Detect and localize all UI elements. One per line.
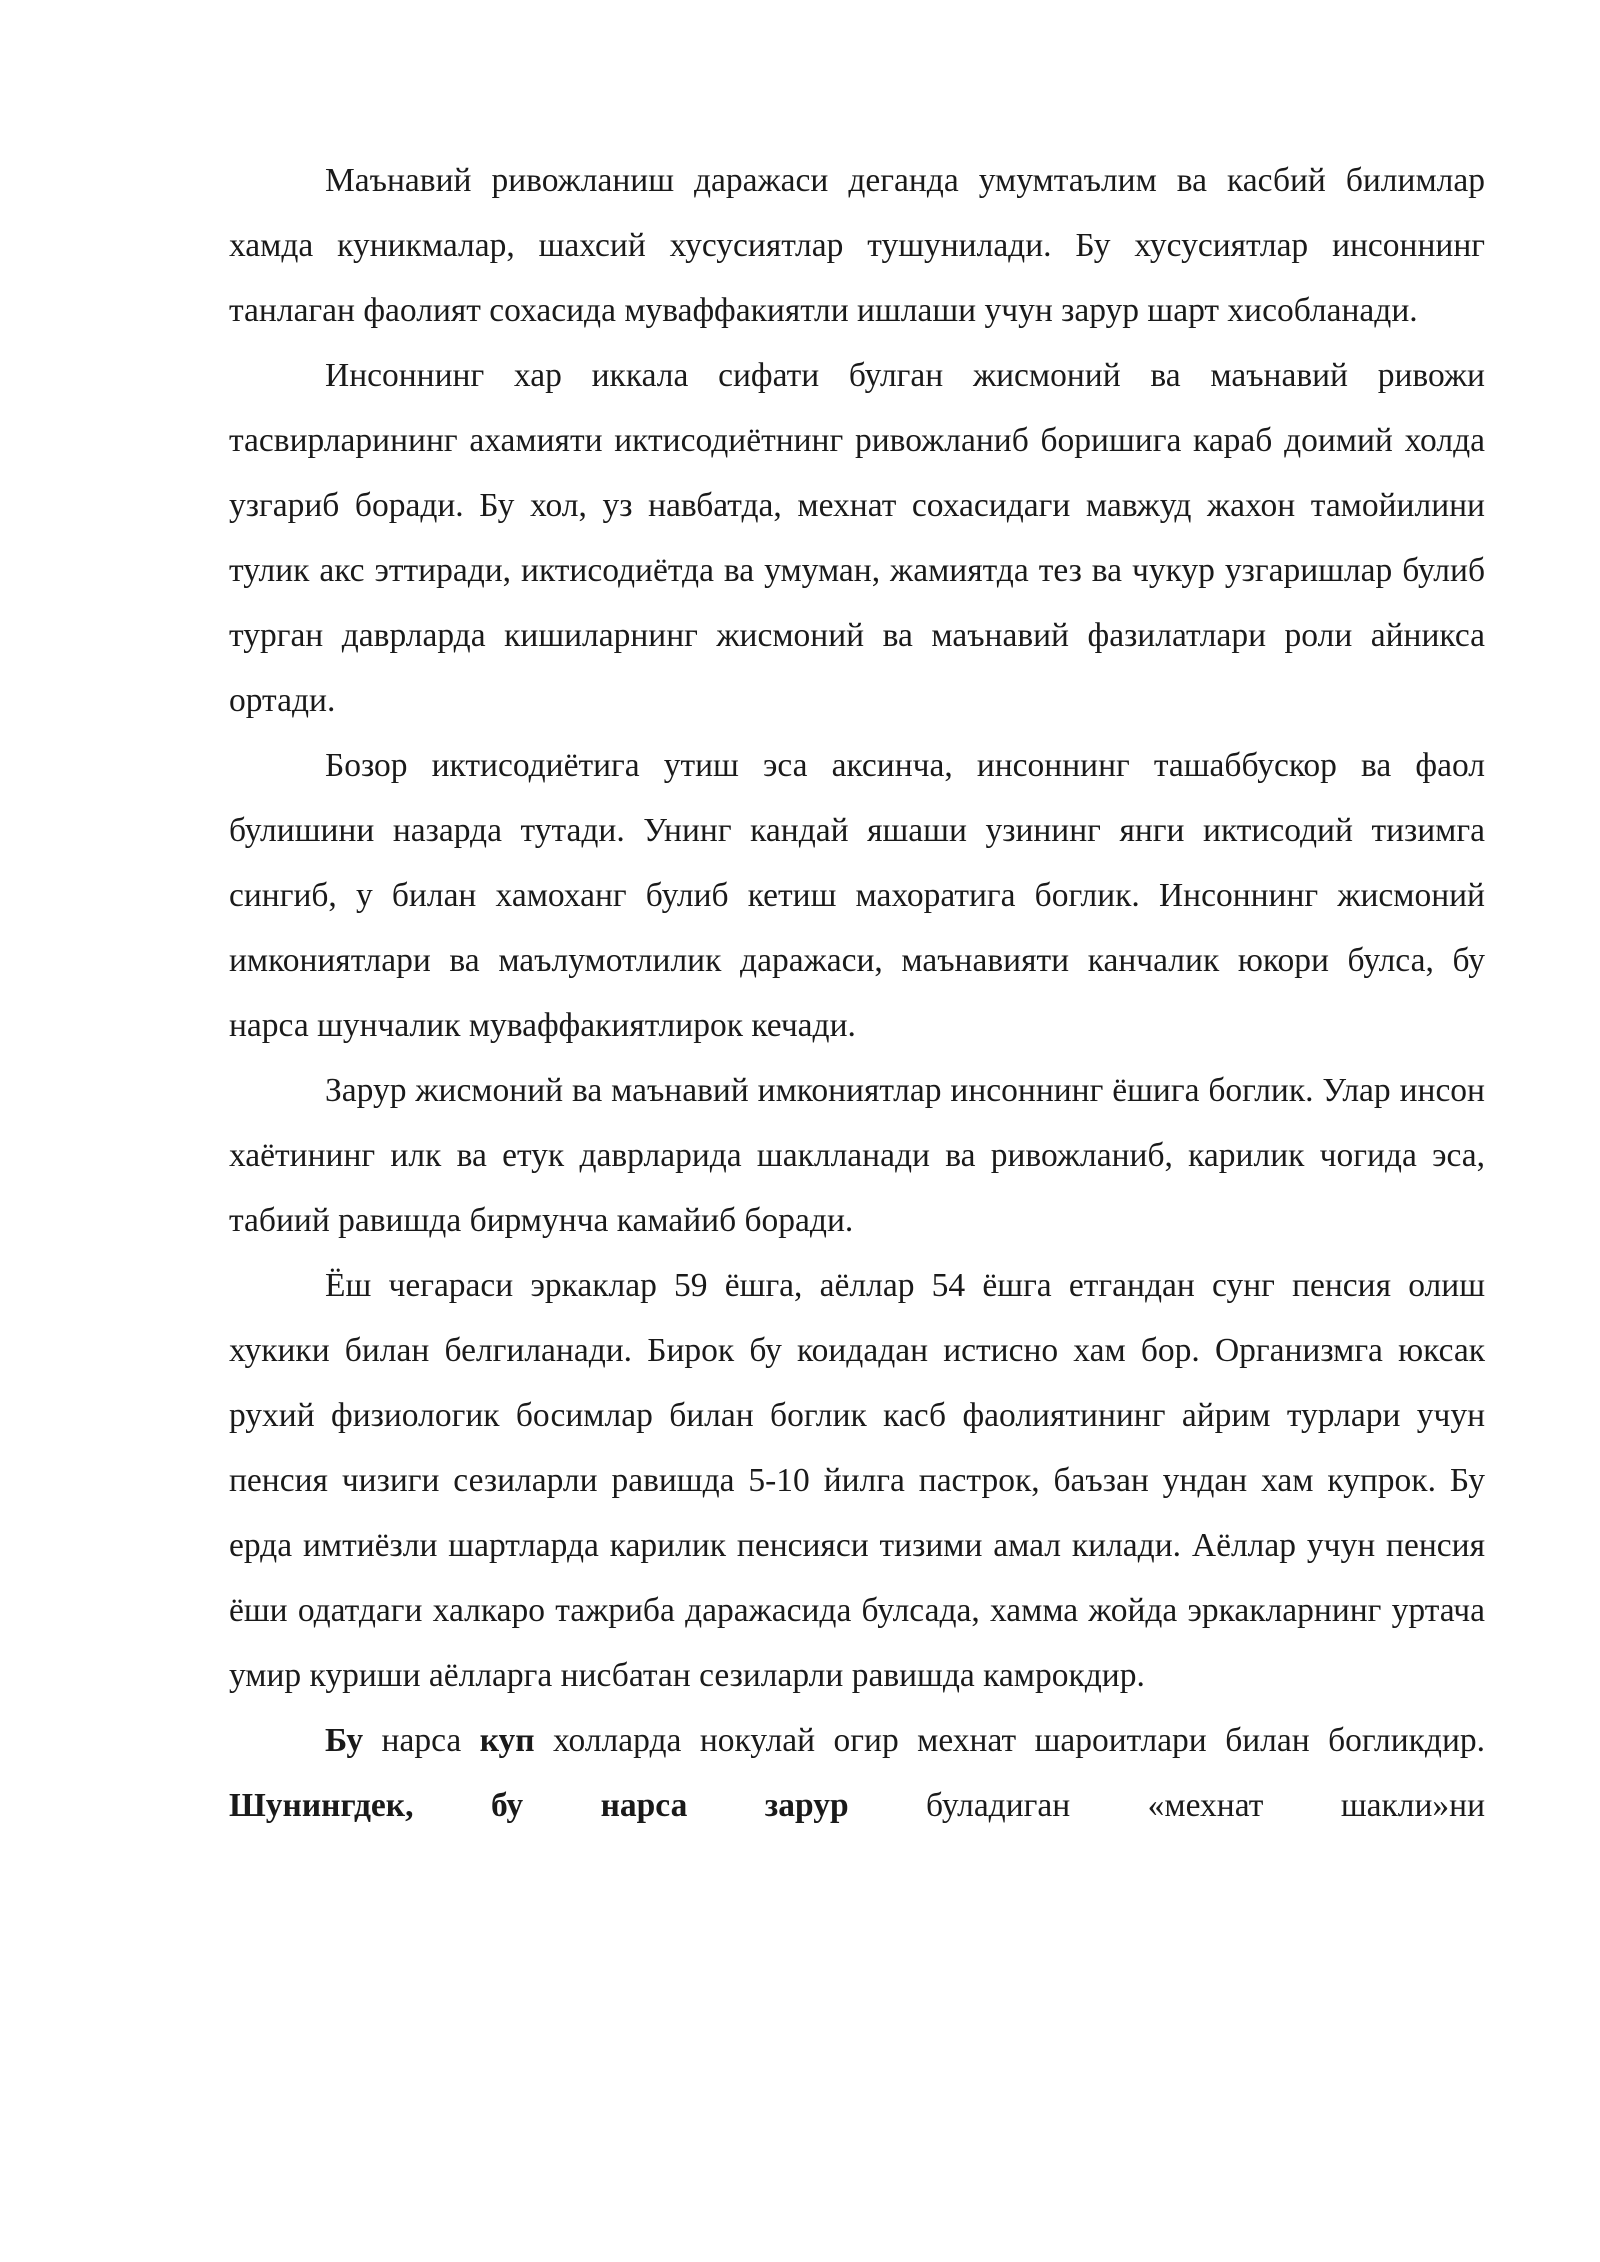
text-run-3: буладиган «мехнат шакли»ни: [848, 1787, 1486, 1824]
paragraph-3: Бозор иктисодиётига утиш эса аксинча, инсоннинг ташаббускор ва фаол булишини назарда тутади. Унинг кандай яшаши узининг янги иктисодий тизимга сингиб, у билан хамоханг булиб кетиш махоратига боглик. Инсоннинг жисмоний имкониятлари ва маълумотлилик даражаси, маънавияти канчалик юкори булса, бу нарса шунчалик муваффакиятлирок кечади.: [229, 747, 1485, 1044]
paragraph-6: [229, 1708, 1485, 1838]
paragraph-1: Маънавий ривожланиш даражаси деганда умумтаълим ва касбий билимлар хамда куникмалар, шахсий хусусиятлар тушунилади. Бу хусусиятлар инсоннинг танлаган фаолият сохасида муваффакиятли ишлаши учун зарур шарт хисобланади.: [229, 162, 1485, 329]
text-run-1: нарса: [363, 1722, 480, 1759]
document-body: [229, 148, 1485, 1838]
bold-phrase-2: куп: [479, 1722, 535, 1759]
bold-phrase-3: Шунингдек, бу нарса зарур: [229, 1787, 849, 1824]
paragraph-5: Ёш чегараси эркаклар 59 ёшга, аёллар 54 ёшга етгандан сунг пенсия олиш хукики билан белгиланади. Бирок бу коидадан истисно хам бор. Организмга юксак рухий физиологик босимлар билан боглик касб фаолиятининг айрим турлари учун пенсия чизиги сезиларли равишда 5-10 йилга пастрок, баъзан ундан хам купрок. Бу ерда имтиёзли шартларда карилик пенсияси тизими амал килади. Аёллар учун пенсия ёши одатдаги халкаро тажриба даражасида булсада, хамма жойда эркакларнинг уртача умир куриши аёлларга нисбатан сезиларли равишда камрокдир.: [229, 1267, 1485, 1694]
paragraph-2: Инсоннинг хар иккала сифати булган жисмоний ва маънавий ривожи тасвирларининг ахамияти иктисодиётнинг ривожланиб боришига караб доимий холда узгариб боради. Бу хол, уз навбатда, мехнат сохасидаги мавжуд жахон тамойилини тулик акс эттиради, иктисодиётда ва умуман, жамиятда тез ва чукур узгаришлар булиб турган даврларда кишиларнинг жисмоний ва маънавий фазилатлари роли айникса ортади.: [229, 357, 1485, 719]
text-run-2: холларда нокулай огир мехнат шароитлари билан богликдир.: [534, 1722, 1485, 1759]
paragraph-4: Зарур жисмоний ва маънавий имкониятлар инсоннинг ёшига боглик. Улар инсон хаётининг илк ва етук даврларида шаклланади ва ривожланиб, карилик чогида эса, табиий равишда бирмунча камайиб боради.: [229, 1072, 1485, 1239]
bold-phrase-1: Бу: [325, 1722, 364, 1759]
